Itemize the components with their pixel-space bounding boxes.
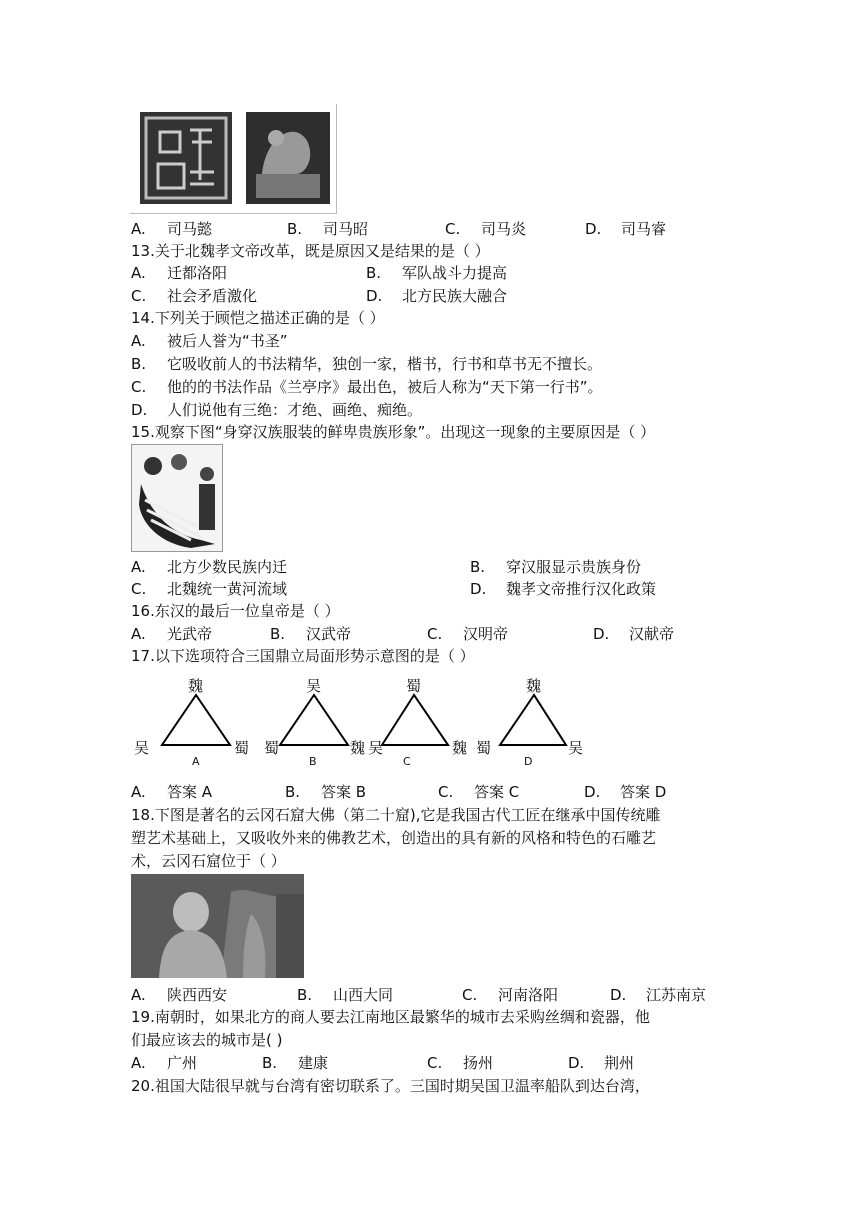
q19-stem-line2: 们最应该去的城市是( ) xyxy=(131,1031,283,1049)
yungang-buddha-drawing xyxy=(131,874,304,978)
seal-figurine-image xyxy=(246,112,330,204)
q14-option-d[interactable]: D. 人们说他有三绝：才绝、画绝、痴绝。 xyxy=(131,401,423,419)
triangle-c-tag: C xyxy=(403,755,411,768)
q15-option-d[interactable]: D. 魏孝文帝推行汉化政策 xyxy=(470,580,657,598)
q13-option-c[interactable]: C. 社会矛盾激化 xyxy=(131,287,258,305)
q15-option-c[interactable]: C. 北魏统一黄河流域 xyxy=(131,580,288,598)
triangle-d-right: 吴 xyxy=(568,739,584,757)
q19-option-d[interactable]: D. 荆州 xyxy=(568,1054,635,1072)
seal-figurine-drawing xyxy=(246,112,330,204)
triangle-b-tag: B xyxy=(309,755,317,768)
q16-option-b[interactable]: B. 汉武帝 xyxy=(270,625,352,643)
triangle-d-top: 魏 xyxy=(526,677,542,695)
q12-option-c[interactable]: C. 司马炎 xyxy=(445,220,527,238)
triangle-diagram-c xyxy=(366,673,482,777)
triangle-d-tag: D xyxy=(524,755,533,768)
q18-option-a[interactable]: A. 陕西西安 xyxy=(131,986,228,1004)
triangle-a-tag: A xyxy=(192,755,200,768)
q12-option-a[interactable]: A. 司马懿 xyxy=(131,220,213,238)
q14-option-b[interactable]: B. 它吸收前人的书法精华，独创一家，楷书，行书和草书无不擅长。 xyxy=(131,355,603,373)
xianbei-noble-drawing xyxy=(131,444,223,552)
q15-stem: 15.观察下图“身穿汉族服装的鲜卑贵族形象”。出现这一现象的主要原因是（ ） xyxy=(131,423,656,441)
triangle-c-left: 吴 xyxy=(368,739,384,757)
seal-imprint-image xyxy=(140,112,232,204)
triangle-c-top: 蜀 xyxy=(406,677,422,695)
triangle-c-right: 魏 xyxy=(452,739,468,757)
q12-option-d[interactable]: D. 司马睿 xyxy=(585,220,667,238)
triangle-diagram-a xyxy=(132,673,252,777)
q16-option-c[interactable]: C. 汉明帝 xyxy=(427,625,509,643)
q18-option-b[interactable]: B. 山西大同 xyxy=(297,986,394,1004)
triangle-a-left: 吴 xyxy=(134,739,150,757)
triangle-b-top: 吴 xyxy=(306,677,322,695)
q17-option-b[interactable]: B. 答案 B xyxy=(285,783,367,801)
q13-stem: 13.关于北魏孝文帝改革，既是原因又是结果的是（ ） xyxy=(131,242,490,260)
yungang-buddha-image xyxy=(131,874,304,978)
q17-option-c[interactable]: C. 答案 C xyxy=(438,783,520,801)
q13-option-a[interactable]: A. 迁都洛阳 xyxy=(131,264,228,282)
q16-option-d[interactable]: D. 汉献帝 xyxy=(593,625,675,643)
q15-option-a[interactable]: A. 北方少数民族内迁 xyxy=(131,558,288,576)
q17-option-d[interactable]: D. 答案 D xyxy=(584,783,667,801)
triangle-diagram-d xyxy=(474,673,590,777)
q12-option-b[interactable]: B. 司马昭 xyxy=(287,220,369,238)
q17-option-a[interactable]: A. 答案 A xyxy=(131,783,213,801)
triangle-a-right: 蜀 xyxy=(234,739,250,757)
q18-option-d[interactable]: D. 江苏南京 xyxy=(610,986,707,1004)
q19-option-a[interactable]: A. 广州 xyxy=(131,1054,198,1072)
q13-option-d[interactable]: D. 北方民族大融合 xyxy=(366,287,508,305)
q14-stem: 14.下列关于顾恺之描述正确的是（ ） xyxy=(131,309,385,327)
image-baseline xyxy=(130,213,336,214)
q16-option-a[interactable]: A. 光武帝 xyxy=(131,625,213,643)
q17-stem: 17.以下选项符合三国鼎立局面形势示意图的是（ ） xyxy=(131,647,475,665)
triangle-a-top: 魏 xyxy=(188,677,204,695)
q14-option-a[interactable]: A. 被后人誉为“书圣” xyxy=(131,332,288,350)
triangle-b-left: 蜀 xyxy=(264,739,280,757)
q18-stem-line3: 术，云冈石窟位于（ ） xyxy=(131,852,286,870)
image-divider-line xyxy=(336,104,337,214)
q19-stem-line1: 19.南朝时，如果北方的商人要去江南地区最繁华的城市去采购丝绸和瓷器，他 xyxy=(131,1008,650,1026)
q19-option-b[interactable]: B. 建康 xyxy=(262,1054,329,1072)
q13-option-b[interactable]: B. 军队战斗力提高 xyxy=(366,264,508,282)
q20-stem-line1: 20.祖国大陆很早就与台湾有密切联系了。三国时期吴国卫温率船队到达台湾， xyxy=(131,1077,650,1095)
q14-option-c[interactable]: C. 他的的书法作品《兰亭序》最出色，被后人称为“天下第一行书”。 xyxy=(131,378,603,396)
q18-stem-line2: 塑艺术基础上，又吸收外来的佛教艺术，创造出的具有新的风格和特色的石雕艺 xyxy=(131,829,657,847)
q18-option-c[interactable]: C. 河南洛阳 xyxy=(462,986,559,1004)
triangle-c-shape xyxy=(366,673,482,777)
q16-stem: 16.东汉的最后一位皇帝是（ ） xyxy=(131,602,340,620)
q19-option-c[interactable]: C. 扬州 xyxy=(427,1054,494,1072)
q18-stem-line1: 18.下图是著名的云冈石窟大佛（第二十窟),它是我国古代工匠在继承中国传统雕 xyxy=(131,806,661,824)
seal-imprint-drawing xyxy=(140,112,232,204)
triangle-b-right: 魏 xyxy=(350,739,366,757)
q15-option-b[interactable]: B. 穿汉服显示贵族身份 xyxy=(470,558,642,576)
triangle-d-left: 蜀 xyxy=(476,739,492,757)
triangle-diagram-b xyxy=(262,673,372,777)
xianbei-noble-image xyxy=(131,444,223,552)
